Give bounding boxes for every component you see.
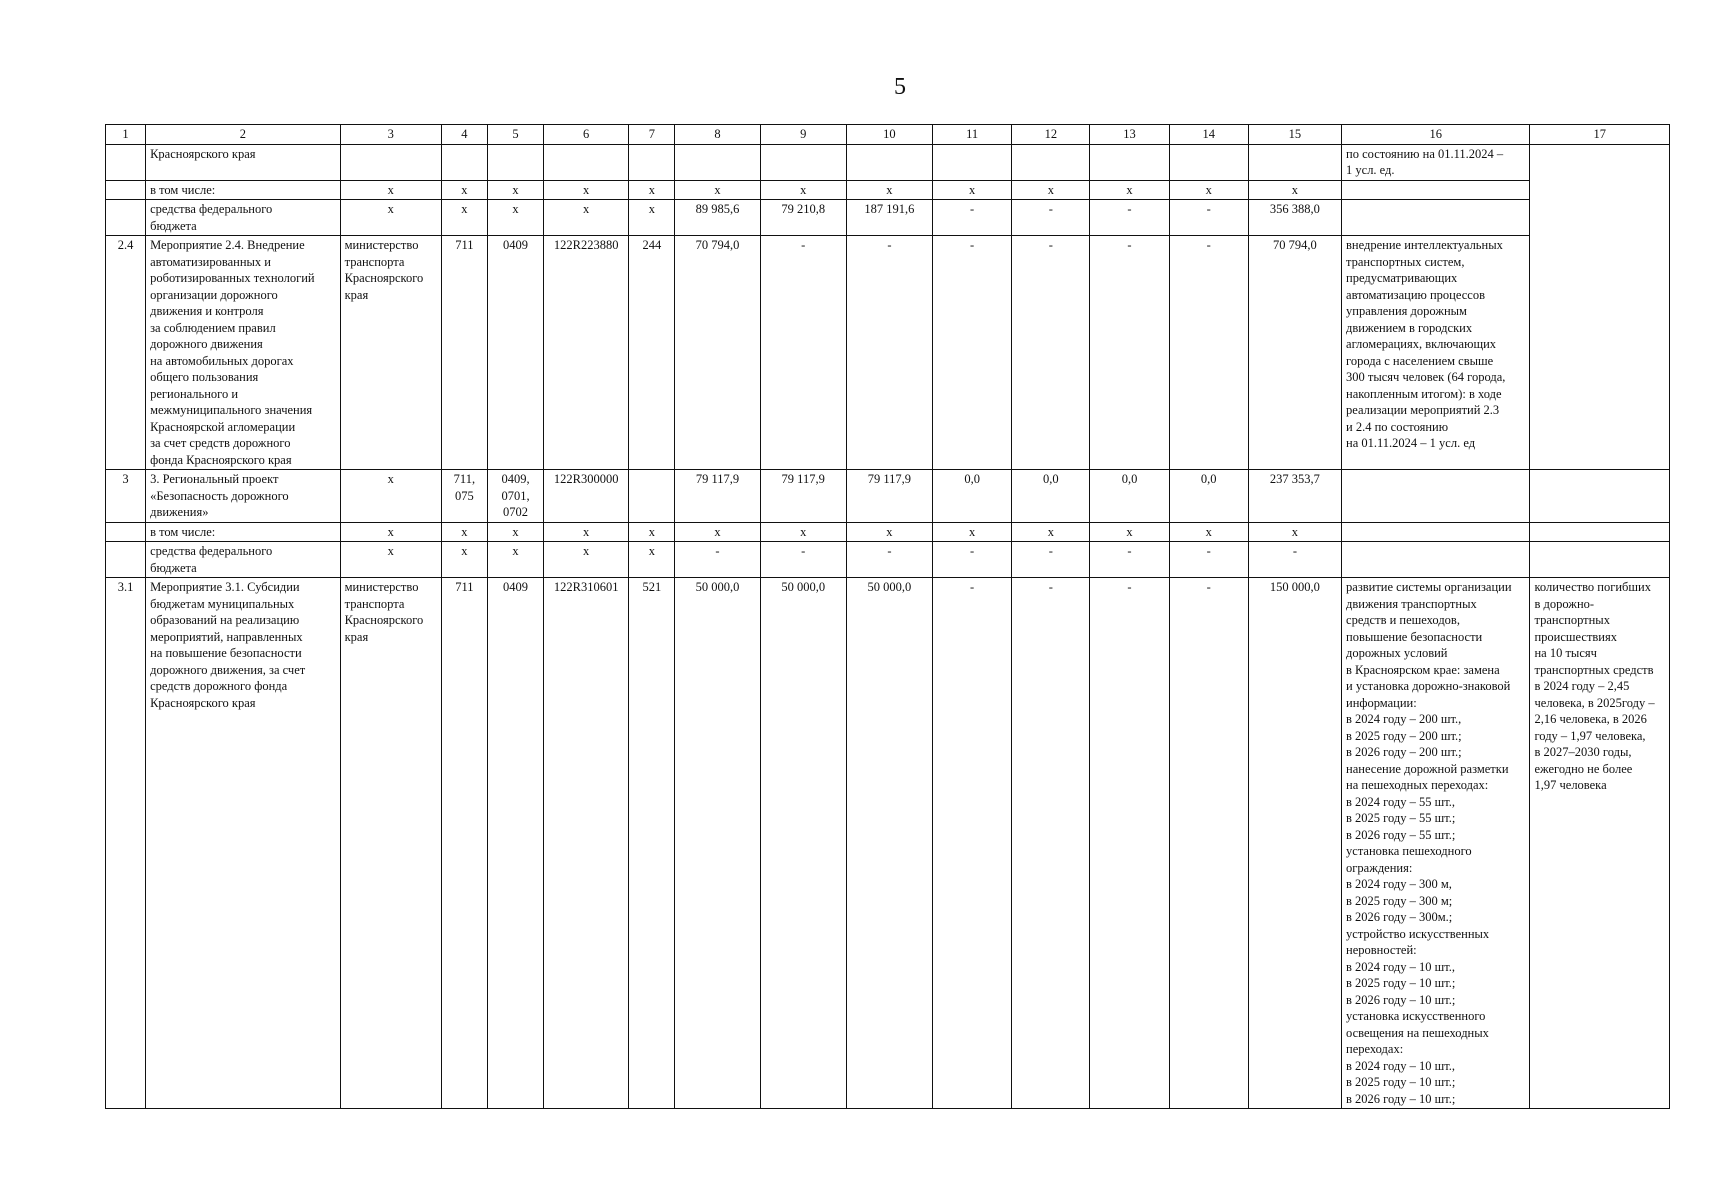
indicator-cell	[1530, 542, 1670, 578]
table-row	[106, 236, 1670, 470]
target-code: 122R300000	[544, 470, 629, 523]
table-row	[106, 470, 1670, 523]
cell	[1012, 144, 1090, 180]
indicator-cell: количество погибших в дорожно- транспортных происшествиях на 10 тысяч транспортных средств в 2024 году – 2,45 человека, в 2025году – 2,16 человека, в 2026 году – 1,97 человека, в 2027–2030 годы, ежегодно не более 1,97 человека	[1530, 578, 1670, 1109]
header-cell: 16	[1342, 125, 1530, 145]
indicator-cell	[1530, 144, 1670, 470]
amount-2025: -	[760, 542, 846, 578]
amount-2029: -	[1090, 236, 1169, 470]
mark-cell: х	[629, 200, 675, 236]
amount-2028: -	[1012, 200, 1090, 236]
table-row	[106, 200, 1670, 236]
header-cell: 13	[1090, 125, 1169, 145]
amount-2026: 187 191,6	[846, 200, 932, 236]
mark-cell: х	[629, 542, 675, 578]
item-name: средства федерального бюджета	[146, 200, 340, 236]
result-cell: развитие системы организации движения транспортных средств и пешеходов, повышение безопасности дорожных условий в Красноярском крае: замена и установка дорожно-знаковой информации: в 2024 году – 200 шт., в 2025 году – 200 шт.; в 2026 году – 200 шт.; нанесение дорожной разметки на пешеходных переходах: в 2024 году – 55 шт., в 2025 году – 55 шт.; в 2026 году – 55 шт.; установка пешеходного ограждения: в 2024 году – 300 м, в 2025 году – 300 м; в 2026 году – 300м.; устройство искусственных неровностей: в 2024 году – 10 шт., в 2025 году – 10 шт.; в 2026 году – 10 шт.; установка искусственного освещения на пешеходных переходах: в 2024 году – 10 шт., в 2025 году – 10 шт.; в 2026 году – 10 шт.;	[1342, 578, 1530, 1109]
header-cell: 3	[340, 125, 441, 145]
mark-cell: х	[340, 200, 441, 236]
table-row	[106, 144, 1670, 180]
mark-cell: х	[1090, 180, 1169, 200]
cell	[760, 144, 846, 180]
cell	[340, 144, 441, 180]
result-cell	[1342, 522, 1530, 542]
section-code: 0409, 0701, 0702	[487, 470, 543, 523]
amount-total: 237 353,7	[1248, 470, 1341, 523]
amount-2026: -	[846, 542, 932, 578]
item-name: в том числе:	[146, 522, 340, 542]
amount-total: 70 794,0	[1248, 236, 1341, 470]
mark-cell: х	[1012, 180, 1090, 200]
amount-2030: -	[1169, 578, 1248, 1109]
header-cell: 1	[106, 125, 146, 145]
cell	[675, 144, 760, 180]
mark-cell: х	[846, 180, 932, 200]
executor: министерство транспорта Красноярского края	[340, 578, 441, 1109]
item-name: Мероприятие 3.1. Субсидии бюджетам муниципальных образований на реализацию мероприятий, направленных на повышение безопасности дорожного движения, за счет средств дорожного фонда Красноярского края	[146, 578, 340, 1109]
mark-cell: х	[544, 522, 629, 542]
amount-2024: -	[675, 542, 760, 578]
amount-total: 356 388,0	[1248, 200, 1341, 236]
mark-cell: х	[629, 180, 675, 200]
mark-cell: х	[1090, 522, 1169, 542]
mark-cell: х	[441, 200, 487, 236]
cell	[487, 144, 543, 180]
row-number: 2.4	[106, 236, 146, 470]
mark-cell: х	[760, 180, 846, 200]
amount-2028: -	[1012, 542, 1090, 578]
mark-cell: х	[675, 522, 760, 542]
row-number	[106, 144, 146, 180]
amount-2026: 79 117,9	[846, 470, 932, 523]
header-cell: 5	[487, 125, 543, 145]
amount-2024: 50 000,0	[675, 578, 760, 1109]
amount-2029: -	[1090, 542, 1169, 578]
cell	[629, 144, 675, 180]
cell	[933, 144, 1012, 180]
header-cell: 10	[846, 125, 932, 145]
result-cell	[1342, 542, 1530, 578]
item-name: средства федерального бюджета	[146, 542, 340, 578]
cell	[846, 144, 932, 180]
grbs-code: 711	[441, 236, 487, 470]
grbs-code: 711, 075	[441, 470, 487, 523]
row-number	[106, 200, 146, 236]
cell	[441, 144, 487, 180]
amount-2025: 79 117,9	[760, 470, 846, 523]
amount-2029: -	[1090, 200, 1169, 236]
grbs-code: 711	[441, 578, 487, 1109]
executor: х	[340, 470, 441, 523]
item-name: в том числе:	[146, 180, 340, 200]
result-cell: по состоянию на 01.11.2024 – 1 усл. ед.	[1342, 144, 1530, 180]
mark-cell: х	[441, 522, 487, 542]
target-code: 122R223880	[544, 236, 629, 470]
target-code: 122R310601	[544, 578, 629, 1109]
mark-cell: х	[1169, 180, 1248, 200]
cell	[544, 144, 629, 180]
amount-2025: 79 210,8	[760, 200, 846, 236]
mark-cell: х	[544, 200, 629, 236]
header-cell: 11	[933, 125, 1012, 145]
header-cell: 12	[1012, 125, 1090, 145]
amount-2024: 89 985,6	[675, 200, 760, 236]
cell	[1090, 144, 1169, 180]
amount-2030: -	[1169, 200, 1248, 236]
mark-cell: х	[487, 522, 543, 542]
mark-cell: х	[441, 180, 487, 200]
executor: министерство транспорта Красноярского края	[340, 236, 441, 470]
item-name: 3. Региональный проект «Безопасность дорожного движения»	[146, 470, 340, 523]
expense-type-code: 244	[629, 236, 675, 470]
amount-2026: 50 000,0	[846, 578, 932, 1109]
row-number	[106, 542, 146, 578]
cell	[1169, 144, 1248, 180]
expense-type-code: 521	[629, 578, 675, 1109]
mark-cell: х	[340, 522, 441, 542]
result-cell: внедрение интеллектуальных транспортных систем, предусматривающих автоматизацию процессов управления дорожным движением в городских агломерациях, включающих города с населением свыше 300 тысяч человек (64 города, накопленным итогом): в ходе реализации мероприятий 2.3 и 2.4 по состоянию на 01.11.2024 – 1 усл. ед	[1342, 236, 1530, 470]
mark-cell: х	[1012, 522, 1090, 542]
header-row	[106, 125, 1670, 145]
header-cell: 8	[675, 125, 760, 145]
mark-cell: х	[675, 180, 760, 200]
mark-cell: х	[629, 522, 675, 542]
amount-2028: 0,0	[1012, 470, 1090, 523]
amount-2026: -	[846, 236, 932, 470]
indicator-cell	[1530, 522, 1670, 542]
amount-2030: 0,0	[1169, 470, 1248, 523]
mark-cell: х	[340, 180, 441, 200]
section-code: 0409	[487, 578, 543, 1109]
header-cell: 15	[1248, 125, 1341, 145]
amount-2029: 0,0	[1090, 470, 1169, 523]
amount-2028: -	[1012, 578, 1090, 1109]
header-cell: 7	[629, 125, 675, 145]
header-cell: 17	[1530, 125, 1670, 145]
mark-cell: х	[487, 200, 543, 236]
table-row	[106, 522, 1670, 542]
header-cell: 9	[760, 125, 846, 145]
amount-2025: 50 000,0	[760, 578, 846, 1109]
mark-cell: х	[487, 542, 543, 578]
amount-2030: -	[1169, 236, 1248, 470]
row-number: 3	[106, 470, 146, 523]
indicator-cell	[1530, 470, 1670, 523]
mark-cell: х	[544, 180, 629, 200]
item-name: Красноярского края	[146, 144, 340, 180]
header-cell: 4	[441, 125, 487, 145]
header-cell: 14	[1169, 125, 1248, 145]
table-row	[106, 180, 1670, 200]
row-number	[106, 522, 146, 542]
mark-cell: х	[340, 542, 441, 578]
header-cell: 2	[146, 125, 340, 145]
mark-cell: х	[760, 522, 846, 542]
budget-table	[105, 124, 1670, 1109]
mark-cell: х	[441, 542, 487, 578]
amount-2029: -	[1090, 578, 1169, 1109]
expense-type-code	[629, 470, 675, 523]
amount-2030: -	[1169, 542, 1248, 578]
amount-total: 150 000,0	[1248, 578, 1341, 1109]
amount-2028: -	[1012, 236, 1090, 470]
amount-2024: 70 794,0	[675, 236, 760, 470]
mark-cell: х	[933, 522, 1012, 542]
mark-cell: х	[1248, 180, 1341, 200]
amount-2027: -	[933, 236, 1012, 470]
amount-2027: -	[933, 578, 1012, 1109]
amount-2025: -	[760, 236, 846, 470]
table-row	[106, 542, 1670, 578]
amount-2027: 0,0	[933, 470, 1012, 523]
header-cell: 6	[544, 125, 629, 145]
amount-total: -	[1248, 542, 1341, 578]
mark-cell: х	[544, 542, 629, 578]
result-cell	[1342, 470, 1530, 523]
result-cell	[1342, 180, 1530, 200]
mark-cell: х	[1169, 522, 1248, 542]
page-number: 5	[894, 74, 906, 100]
mark-cell: х	[846, 522, 932, 542]
mark-cell: х	[933, 180, 1012, 200]
cell	[1248, 144, 1341, 180]
mark-cell: х	[487, 180, 543, 200]
amount-2024: 79 117,9	[675, 470, 760, 523]
row-number	[106, 180, 146, 200]
row-number: 3.1	[106, 578, 146, 1109]
amount-2027: -	[933, 200, 1012, 236]
section-code: 0409	[487, 236, 543, 470]
mark-cell: х	[1248, 522, 1341, 542]
result-cell	[1342, 200, 1530, 236]
item-name: Мероприятие 2.4. Внедрение автоматизированных и роботизированных технологий организации дорожного движения и контроля за соблюдением правил дорожного движения на автомобильных дорогах общего пользования регионального и межмуниципального значения Красноярской агломерации за счет средств дорожного фонда Красноярского края	[146, 236, 340, 470]
amount-2027: -	[933, 542, 1012, 578]
table-row	[106, 578, 1670, 1109]
